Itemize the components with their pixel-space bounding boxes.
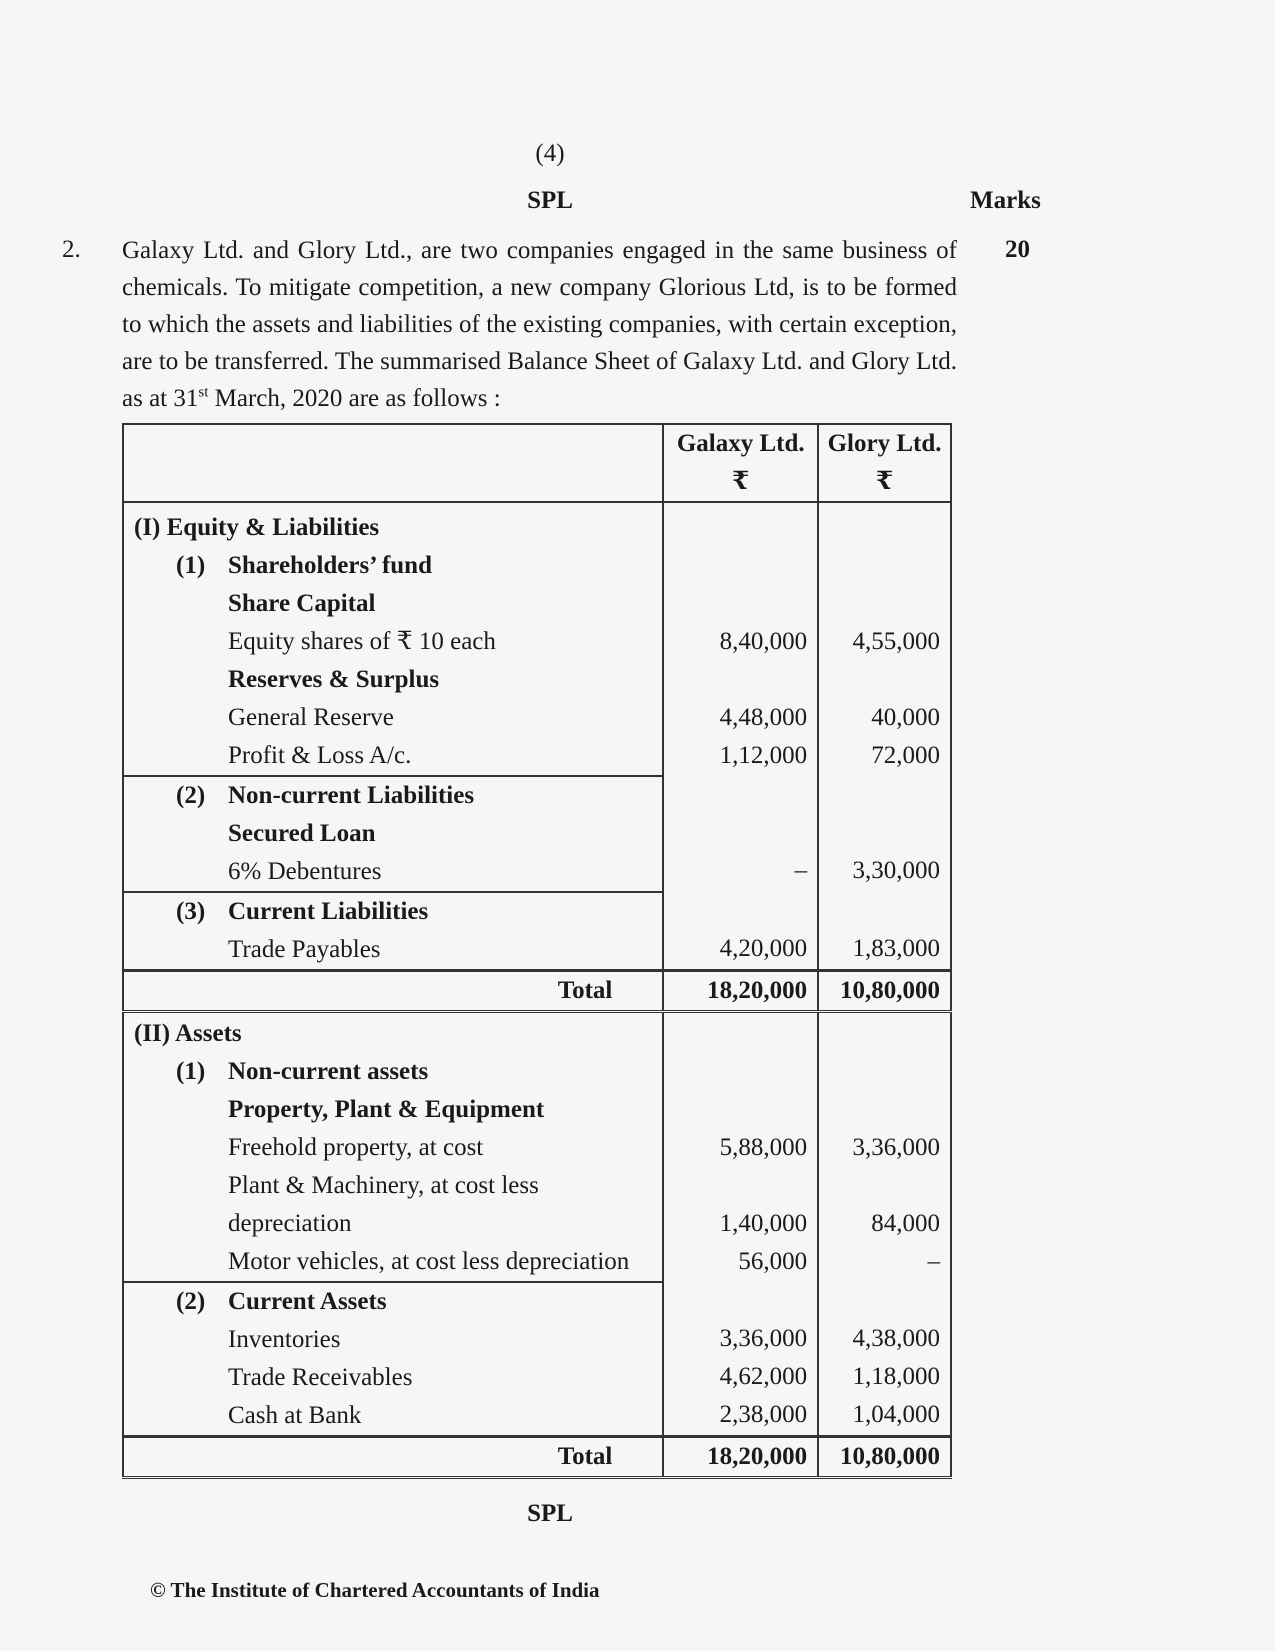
line-item-label: Inventories (228, 1326, 341, 1353)
line-item-label: General Reserve (228, 704, 394, 731)
amount-cell: 3,36,000 (719, 1325, 808, 1352)
galaxy-liabilities-values (663, 502, 818, 776)
table-header-row (123, 424, 951, 502)
line-item-label: Profit & Loss A/c. (228, 742, 412, 769)
line-item-label: Trade Receivables (228, 1364, 413, 1391)
amount-cell: 1,12,000 (719, 742, 808, 769)
amount-cell: 56,000 (738, 1248, 808, 1275)
amount-cell: 40,000 (871, 704, 940, 731)
question-number: 2. (62, 236, 81, 263)
section-heading: (I) Equity & Liabilities (134, 514, 380, 541)
line-item-label: 6% Debentures (228, 858, 382, 885)
amount-cell: – (927, 1248, 940, 1275)
header-blank-cell (123, 424, 663, 502)
amount-cell: 72,000 (871, 742, 940, 769)
total-label: Total (123, 971, 663, 1012)
total-galaxy: 18,20,000 (663, 1437, 818, 1478)
header-galaxy (663, 424, 818, 502)
total-row-liabilities (123, 971, 951, 1012)
question-text-end: March, 2020 are as follows : (208, 385, 501, 412)
amount-cell: 4,62,000 (719, 1363, 808, 1390)
line-item-label: Plant & Machinery, at cost less (228, 1172, 539, 1199)
header-glory (818, 424, 951, 502)
current-assets-labels (123, 1282, 663, 1437)
amount-cell: 5,88,000 (719, 1134, 808, 1161)
group-heading: (2) Current Assets (176, 1288, 387, 1315)
question-text (122, 232, 957, 417)
marks-header: Marks (970, 187, 1041, 214)
line-item-label: Trade Payables (228, 936, 381, 963)
amount-cell: 4,20,000 (719, 935, 808, 962)
liabilities-labels (123, 502, 663, 776)
amount-cell: 8,40,000 (719, 628, 808, 655)
group-heading: (3) Current Liabilities (176, 898, 429, 925)
amount-cell: 2,38,000 (719, 1401, 808, 1428)
total-glory: 10,80,000 (818, 971, 951, 1012)
galaxy-column-title: Galaxy Ltd. (676, 430, 805, 457)
copyright-footer: © The Institute of Chartered Accountants of India (150, 1578, 600, 1602)
table-row (123, 776, 951, 892)
question-marks: 20 (1005, 236, 1030, 263)
glory-liabilities-values (818, 502, 951, 776)
amount-cell: 3,36,000 (852, 1134, 940, 1161)
assets-labels (123, 1012, 663, 1283)
paper-code-top: SPL (527, 187, 573, 214)
subgroup-heading: Reserves & Surplus (228, 666, 440, 693)
amount-cell: 1,83,000 (852, 935, 940, 962)
current-liabilities-labels (123, 892, 663, 971)
glory-column-title: Glory Ltd. (827, 430, 942, 457)
total-glory: 10,80,000 (818, 1437, 951, 1478)
subgroup-heading: Secured Loan (228, 820, 376, 847)
galaxy-currency: ₹ (732, 468, 750, 495)
line-item-label: Cash at Bank (228, 1402, 362, 1429)
line-item-label: Motor vehicles, at cost less depreciation (228, 1248, 630, 1275)
glory-currency: ₹ (875, 468, 894, 495)
total-galaxy: 18,20,000 (663, 971, 818, 1012)
balance-sheet-table (122, 423, 952, 1479)
noncurrent-liabilities-labels (123, 776, 663, 892)
paper-code-bottom: SPL (527, 1500, 573, 1527)
page-number: (4) (535, 140, 565, 167)
table-row (123, 1282, 951, 1437)
question-text-main: Galaxy Ltd. and Glory Ltd., are two companies engaged in the same business of chemicals. To mitigate competition, a new company Glorious Ltd, is to be formed to which the assets and liabilities of the existing companies, with certain exception, are to be transferred. The summarised Balance Sheet of Galaxy Ltd. and Glory Ltd. as at 31 (122, 237, 957, 412)
line-item-label: depreciation (228, 1210, 352, 1237)
amount-cell: 3,30,000 (852, 857, 940, 884)
amount-cell: 1,18,000 (852, 1363, 940, 1390)
group-heading: (1) Shareholders’ fund (176, 552, 432, 579)
total-label: Total (123, 1437, 663, 1478)
section-heading: (II) Assets (134, 1020, 242, 1047)
amount-cell: 1,40,000 (719, 1210, 808, 1237)
amount-cell: 4,55,000 (852, 628, 940, 655)
amount-cell: – (794, 857, 808, 884)
table-row (123, 1012, 951, 1283)
total-row-assets (123, 1437, 951, 1478)
table-row (123, 502, 951, 776)
group-heading: (2) Non-current Liabilities (176, 782, 475, 809)
line-item-label: Freehold property, at cost (228, 1134, 484, 1161)
group-heading: (1) Non-current assets (176, 1058, 429, 1085)
table-row (123, 892, 951, 971)
date-ordinal: st (198, 384, 209, 401)
line-item-label: Equity shares of ₹ 10 each (228, 628, 496, 655)
amount-cell: 84,000 (871, 1210, 940, 1237)
amount-cell: 4,48,000 (719, 704, 808, 731)
subgroup-heading: Share Capital (228, 590, 376, 617)
amount-cell: 1,04,000 (852, 1401, 940, 1428)
subgroup-heading: Property, Plant & Equipment (228, 1096, 545, 1123)
amount-cell: 4,38,000 (852, 1325, 940, 1352)
